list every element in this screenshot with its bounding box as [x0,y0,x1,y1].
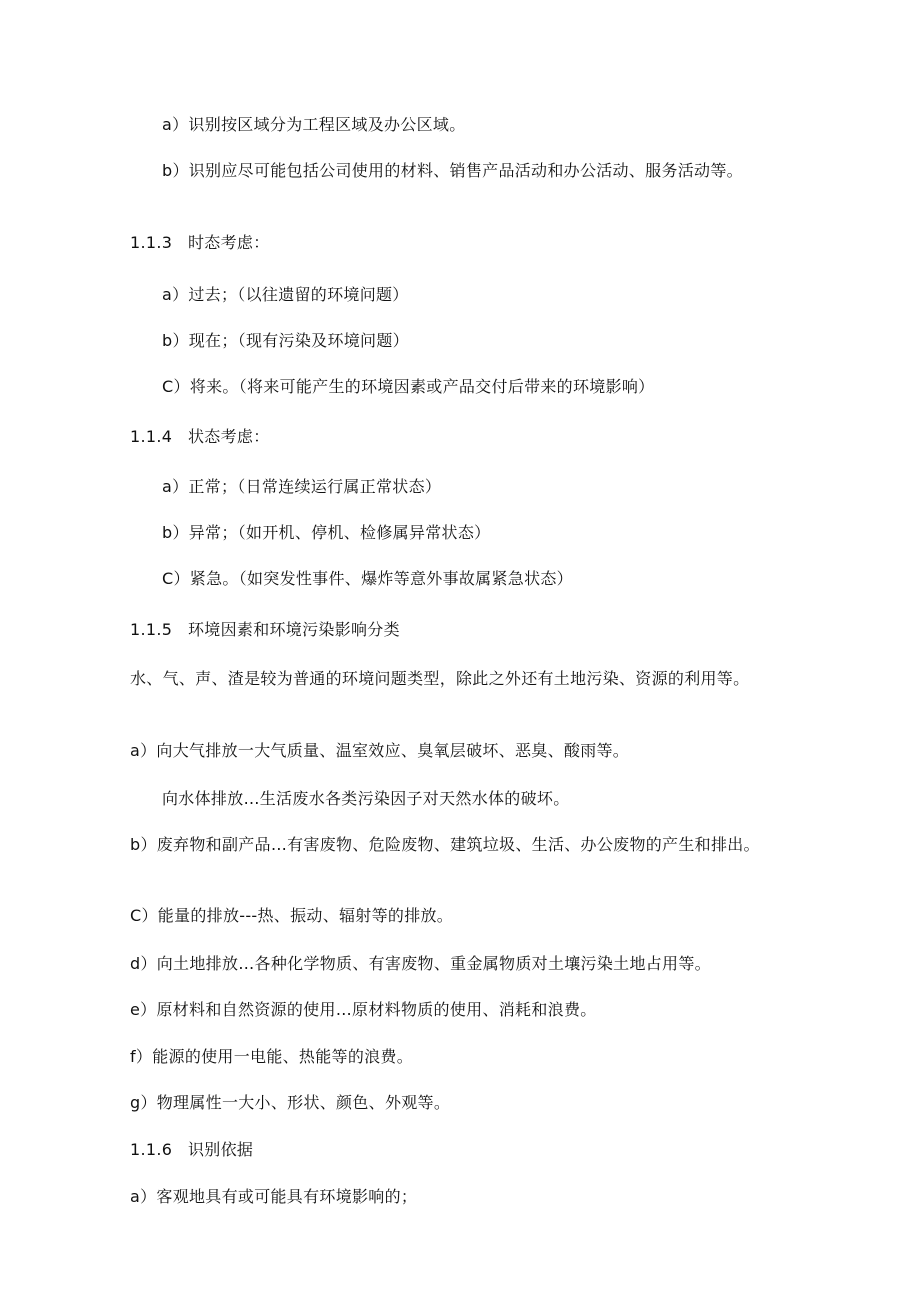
section-title: 识别依据 [188,1140,254,1159]
paragraph-tense-past: a）过去；（以往遗留的环境问题） [162,285,409,304]
paragraph-energy-use: f）能源的使用一电能、热能等的浪费。 [130,1047,414,1066]
section-heading-1-1-5 [130,617,400,643]
section-heading-1-1-6 [130,1137,253,1163]
paragraph-raw-materials: e）原材料和自然资源的使用…原材料物质的使用、消耗和浪费。 [130,1000,597,1019]
paragraph-energy-emission: C）能量的排放---热、振动、辐射等的排放。 [130,906,454,925]
paragraph-state-normal: a）正常；（日常连续运行属正常状态） [162,477,442,496]
section-heading-1-1-3 [130,230,270,256]
paragraph-tense-present: b）现在；（现有污染及环境问题） [162,331,409,350]
paragraph-emission-land: d）向土地排放…各种化学物质、有害废物、重金属物质对土壤污染土地占用等。 [130,954,711,973]
section-heading-1-1-4 [130,424,270,450]
paragraph-emission-air: a）向大气排放一大气质量、温室效应、臭氧层破坏、恶臭、酸雨等。 [130,741,630,760]
section-title: 状态考虑： [188,427,270,446]
paragraph-emission-water: 向水体排放…生活废水各类污染因子对天然水体的破坏。 [162,789,570,808]
paragraph-physical-attributes: g）物理属性一大小、形状、颜色、外观等。 [130,1093,451,1112]
paragraph-state-abnormal: b）异常；（如开机、停机、检修属异常状态） [162,523,491,542]
paragraph-tense-future: C）将来。（将来可能产生的环境因素或产品交付后带来的环境影响） [162,377,655,396]
section-number: 1.1.6 [130,1140,173,1159]
section-number: 1.1.5 [130,620,173,639]
section-number: 1.1.3 [130,233,173,252]
paragraph-identification-basis-a: a）客观地具有或可能具有环境影响的； [130,1187,418,1206]
section-title: 时态考虑： [188,233,270,252]
paragraph-identification-by-area: a）识别按区域分为工程区域及办公区域。 [162,115,466,134]
section-title: 环境因素和环境污染影响分类 [188,620,400,639]
paragraph-identification-scope: b）识别应尽可能包括公司使用的材料、销售产品活动和办公活动、服务活动等。 [162,161,743,180]
section-number: 1.1.4 [130,427,173,446]
paragraph-problem-types: 水、气、声、渣是较为普通的环境问题类型，除此之外还有土地污染、资源的利用等。 [130,669,750,688]
paragraph-state-emergency: C）紧急。（如突发性事件、爆炸等意外事故属紧急状态） [162,569,573,588]
paragraph-waste-byproducts: b）废弃物和副产品…有害废物、危险废物、建筑垃圾、生活、办公废物的产生和排出。 [130,835,760,854]
